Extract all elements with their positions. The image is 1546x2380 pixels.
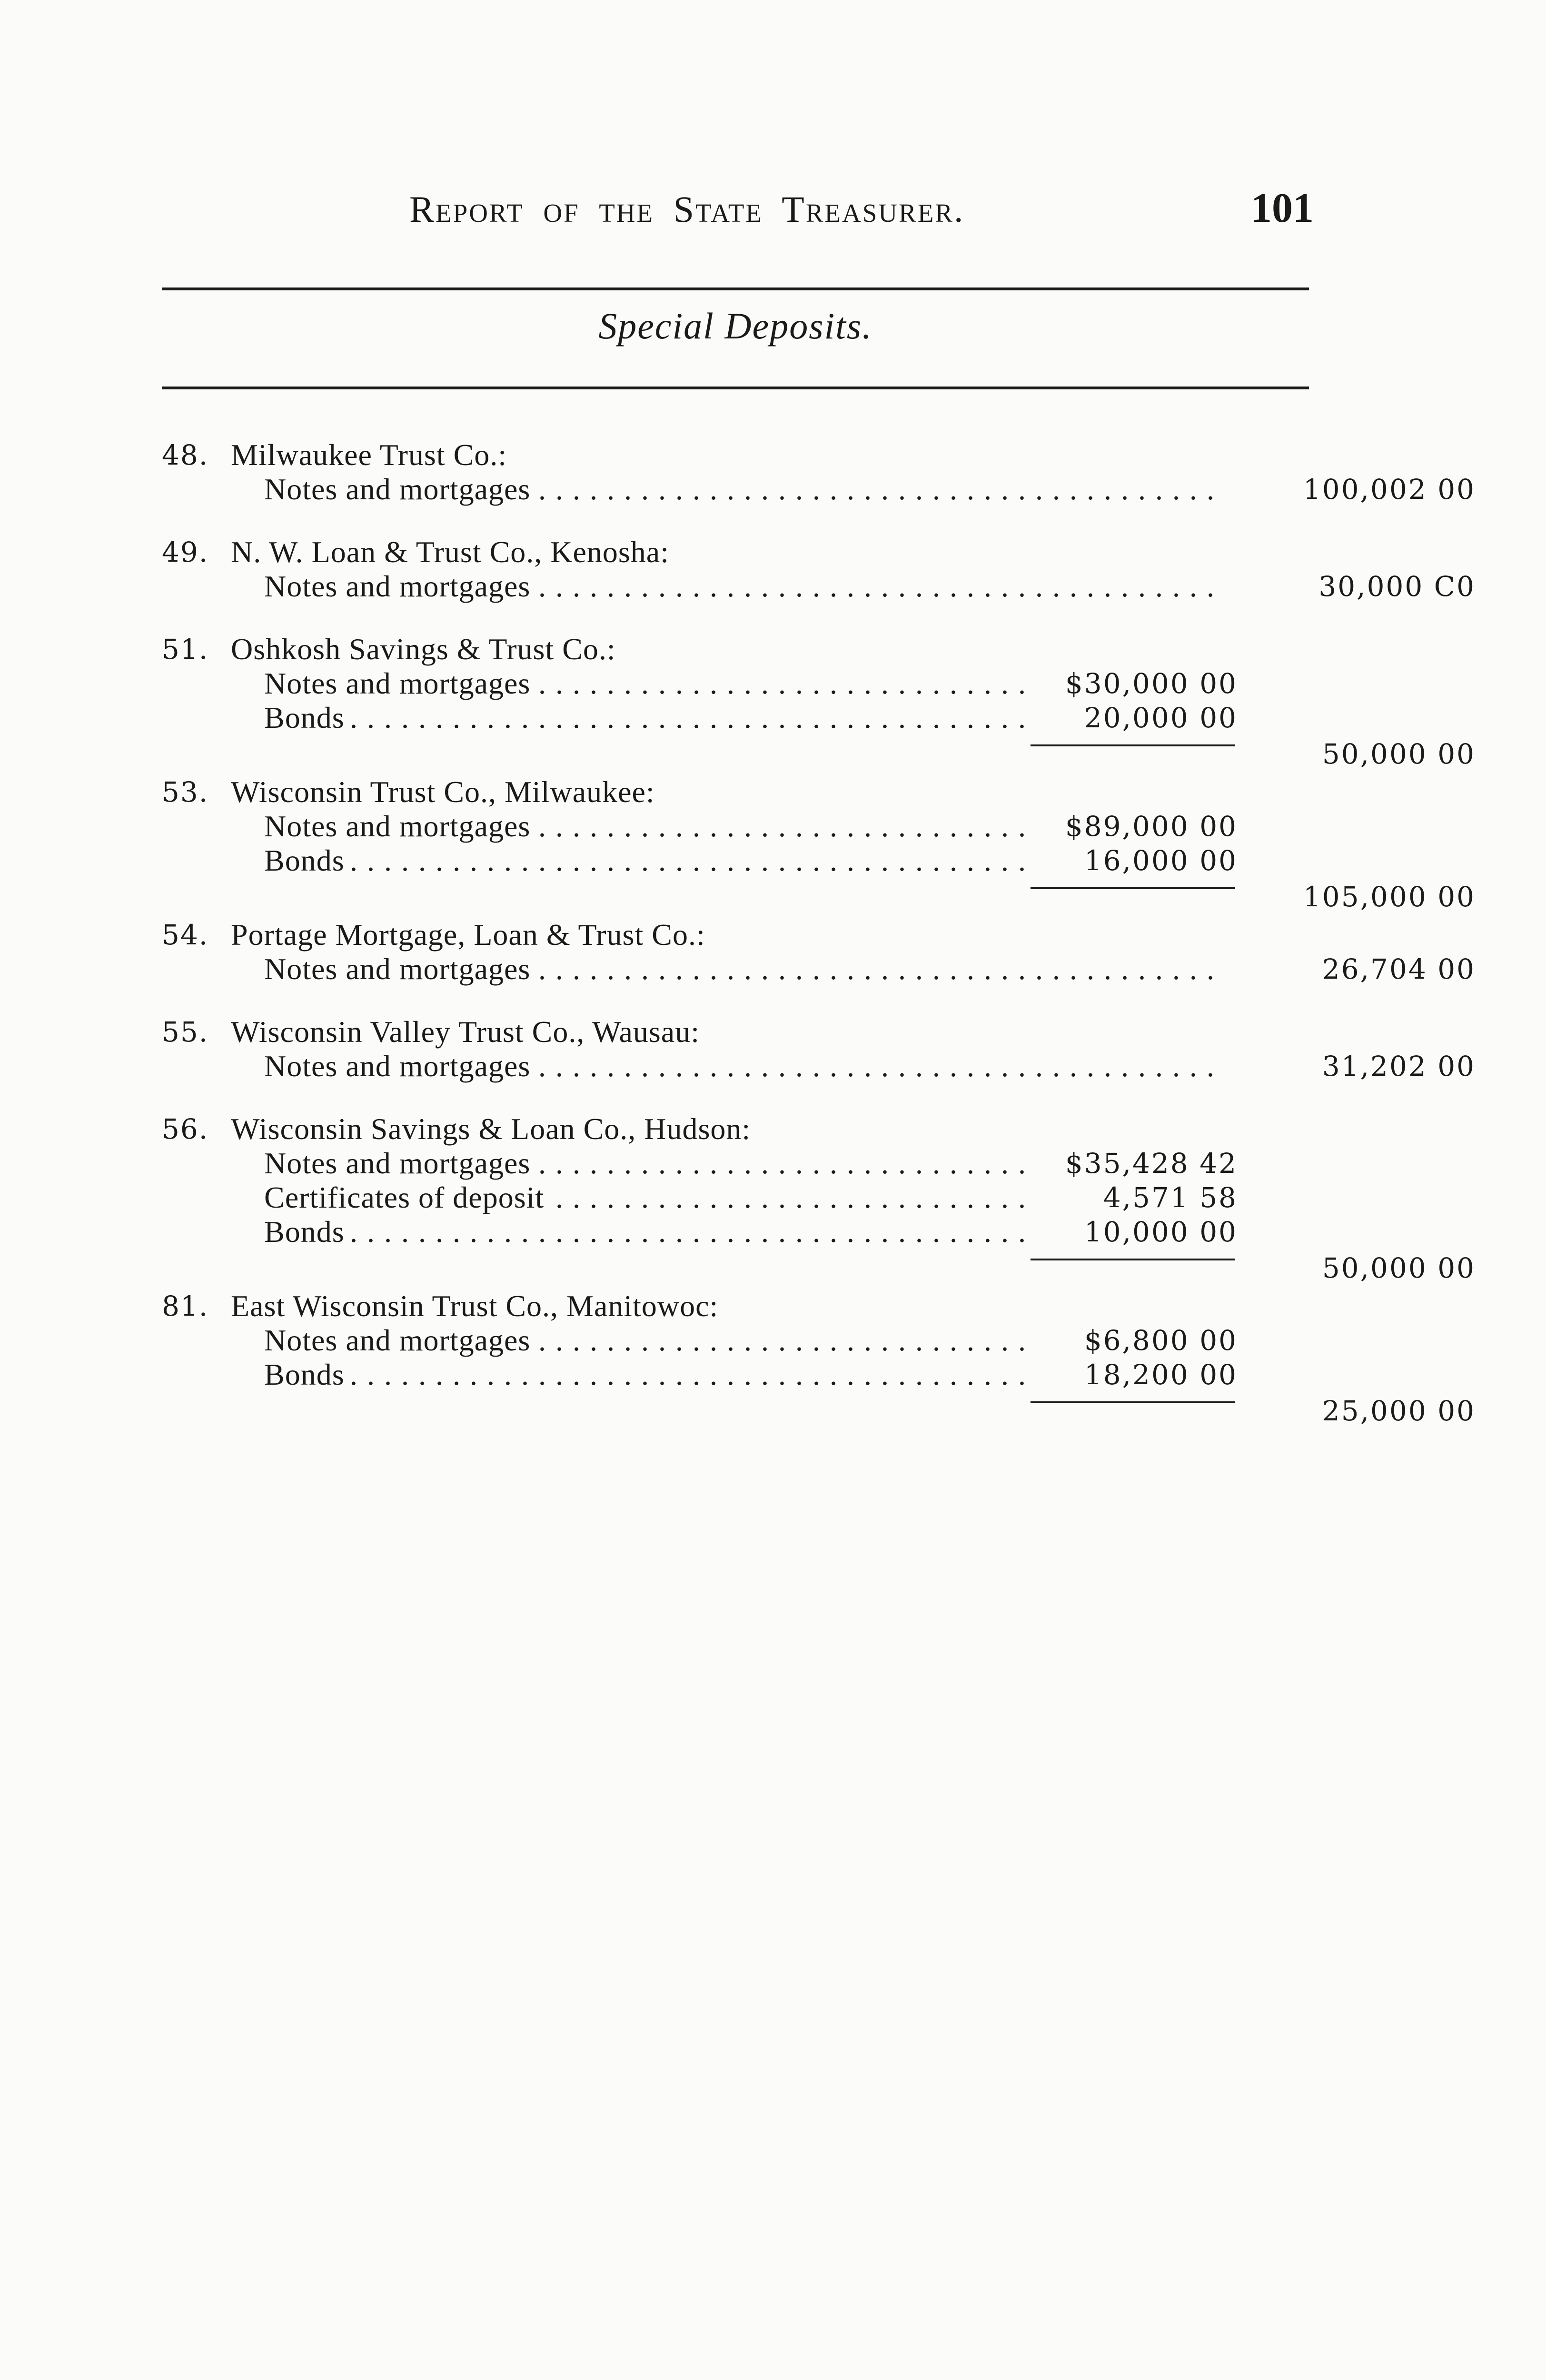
line-item-amount: 20,000 00 [1084,702,1238,734]
line-item-text: Bonds [264,843,352,877]
line-item [162,1358,1314,1392]
entry-total: 105,000 00 [1303,881,1476,913]
entry-name: Wisconsin Trust Co., Milwaukee: [231,775,655,809]
deposit-entry [162,438,1476,506]
line-item-label [264,809,1026,843]
line-item-text: Bonds [264,701,352,734]
line-item-text: Notes and mortgages [264,666,538,700]
entry-heading [162,775,1314,809]
entry-number: 51. [162,633,209,665]
line-item-label [264,1146,1026,1180]
entry-total-row [162,1252,1476,1286]
deposit-entry [162,1015,1476,1083]
running-head [162,185,1314,240]
line-item-text: Bonds [264,1358,352,1391]
line-item-amount: 10,000 00 [1084,1216,1238,1248]
entry-number: 56. [162,1113,209,1145]
page-number: 101 [1251,185,1314,231]
line-item [162,1215,1314,1249]
entry-name: N. W. Loan & Trust Co., Kenosha: [231,535,669,569]
line-item [162,1146,1314,1180]
line-item-label [264,701,1026,735]
entry-number: 48. [162,439,209,471]
line-item-amount: $35,428 42 [1065,1147,1238,1180]
deposit-entry [162,918,1476,986]
entry-name: Wisconsin Savings & Loan Co., Hudson: [231,1112,751,1146]
line-item-text: Notes and mortgages [264,472,538,506]
line-item-text: Notes and mortgages [264,1049,538,1083]
line-item-text: Notes and mortgages [264,1146,538,1180]
line-item [162,1323,1314,1358]
line-item [162,666,1314,701]
running-title: Report of the State Treasurer. [409,188,965,230]
entry-total: 31,202 00 [1322,1050,1476,1082]
line-item-text: Notes and mortgages [264,569,538,603]
line-item [162,952,1476,986]
entry-number: 53. [162,776,209,808]
line-item-label [264,1358,1026,1392]
entry-heading [162,1015,1314,1049]
entry-total: 25,000 00 [1322,1395,1476,1427]
entry-number: 55. [162,1016,209,1048]
entry-name: Milwaukee Trust Co.: [231,438,507,472]
line-item-label [264,666,1026,701]
line-item-amount: $6,800 00 [1084,1324,1238,1357]
line-item [162,569,1476,604]
line-item [162,1049,1476,1083]
line-item-label [264,1215,1026,1249]
line-item-amount: $30,000 00 [1065,667,1238,700]
deposit-entry [162,632,1476,772]
entry-total: 30,000 C0 [1318,570,1476,603]
entry-total-row [162,1395,1476,1429]
line-item [162,701,1314,735]
entry-number: 81. [162,1290,209,1322]
entry-heading [162,632,1314,666]
entry-total-row [162,881,1476,915]
line-item-amount: $89,000 00 [1065,810,1238,843]
entry-total: 50,000 00 [1322,1252,1476,1284]
entry-name: Wisconsin Valley Trust Co., Wausau: [231,1015,700,1049]
bottom-rule [162,387,1309,389]
line-item [162,472,1476,506]
line-item-text: Certificates of deposit [264,1180,552,1214]
entry-name: East Wisconsin Trust Co., Manitowoc: [231,1289,719,1323]
line-item-amount: 18,200 00 [1084,1359,1238,1391]
line-item-label [264,1323,1026,1358]
section-title: Special Deposits. [598,305,872,347]
entry-heading [162,1289,1314,1323]
entry-number: 54. [162,919,209,951]
entry-heading [162,438,1314,472]
line-item [162,843,1314,878]
deposit-entry [162,775,1476,915]
entry-total: 26,704 00 [1322,953,1476,985]
line-item-amount: 16,000 00 [1084,844,1238,877]
line-item-text: Notes and mortgages [264,1323,538,1357]
line-item-label [264,472,1223,506]
entry-total: 50,000 00 [1322,738,1476,770]
line-item-text: Notes and mortgages [264,809,538,843]
top-rule [162,288,1309,290]
line-item [162,809,1314,843]
entry-heading [162,918,1314,952]
entry-number: 49. [162,536,209,568]
deposit-entry [162,1112,1476,1286]
deposit-entries [162,438,1476,1432]
line-item-text: Notes and mortgages [264,952,538,986]
entry-total: 100,002 00 [1303,473,1476,506]
line-item-label [264,569,1223,604]
line-item-label [264,843,1026,878]
line-item-label [264,1180,1026,1215]
line-item [162,1180,1314,1215]
line-item-label [264,952,1223,986]
line-item-text: Bonds [264,1215,352,1249]
line-item-amount: 4,571 58 [1103,1181,1238,1214]
deposit-entry [162,535,1476,604]
line-item-label [264,1049,1223,1083]
deposit-entry [162,1289,1476,1429]
entry-heading [162,535,1314,569]
entry-heading [162,1112,1314,1146]
entry-name: Portage Mortgage, Loan & Trust Co.: [231,918,705,952]
entry-name: Oshkosh Savings & Trust Co.: [231,632,616,666]
entry-total-row [162,738,1476,772]
